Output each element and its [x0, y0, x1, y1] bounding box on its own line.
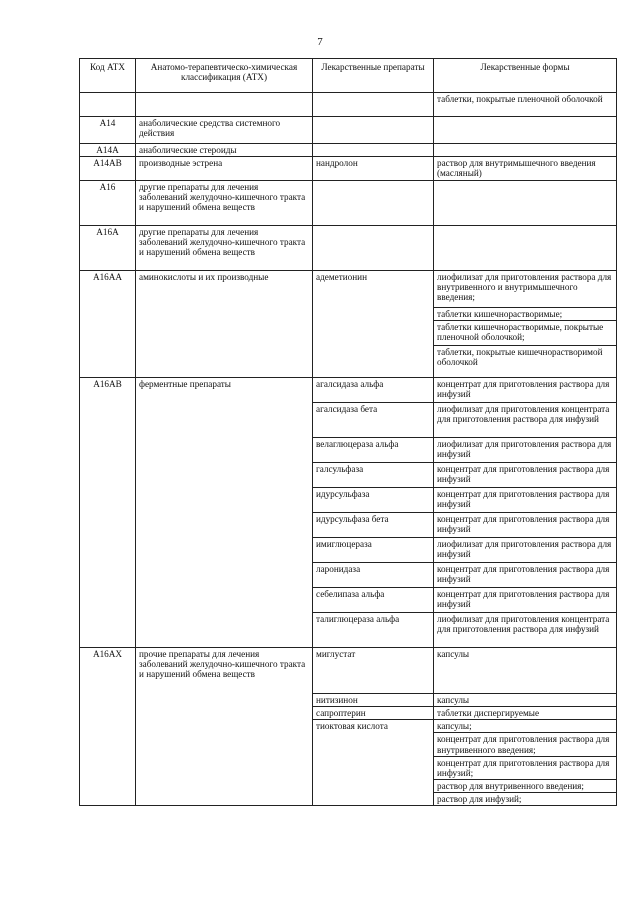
- dosage-form: лиофилизат для приготовления раствора для внутривенного и внутримышечного введения;: [437, 272, 612, 303]
- dosage-form: концентрат для приготовления раствора для инфузий: [434, 463, 617, 488]
- dosage-forms-cell: [434, 720, 617, 806]
- drug-name: миглустат: [313, 648, 434, 694]
- dosage-form: лиофилизат для приготовления концентрата для приготовления раствора для инфузий: [434, 613, 617, 648]
- atx-code: A16AX: [80, 648, 136, 806]
- dosage-form: капсулы: [434, 694, 617, 707]
- dosage-form: концентрат для приготовления раствора для инфузий: [434, 563, 617, 588]
- table-row: [80, 144, 617, 157]
- atx-code: A16AA: [80, 271, 136, 378]
- dosage-form: таблетки, покрытые кишечнорастворимой оболочкой: [434, 345, 616, 368]
- drug-name: [313, 144, 434, 157]
- drug-name: имиглюцераза: [313, 538, 434, 563]
- drug-name: ларонидаза: [313, 563, 434, 588]
- table-row: [80, 157, 617, 181]
- dosage-form: концентрат для приготовления раствора для инфузий: [434, 488, 617, 513]
- dosage-form: [434, 181, 617, 226]
- drug-name: идурсульфаза бета: [313, 513, 434, 538]
- atx-code: A14AB: [80, 157, 136, 181]
- table-row: [80, 93, 617, 117]
- drug-name: [313, 226, 434, 271]
- dosage-form: таблетки кишечнорастворимые, покрытые пленочной оболочкой;: [434, 320, 616, 345]
- atx-classification: ферментные препараты: [136, 378, 313, 648]
- atx-table: [79, 58, 617, 806]
- dosage-form: концентрат для приготовления раствора для инфузий: [434, 513, 617, 538]
- drug-name: [313, 181, 434, 226]
- dosage-form: концентрат для приготовления раствора для внутривенного введения;: [434, 732, 616, 755]
- drug-name: сапроптерин: [313, 707, 434, 720]
- header-forms: Лекарственные формы: [434, 59, 617, 93]
- dosage-form: раствор для внутримышечного введения (масляный): [434, 157, 617, 181]
- dosage-form: таблетки, покрытые пленочной оболочкой: [434, 93, 617, 117]
- atx-classification: [136, 93, 313, 117]
- page-number: 7: [317, 36, 323, 48]
- drug-name: тиоктовая кислота: [313, 720, 434, 806]
- atx-classification: производные эстрена: [136, 157, 313, 181]
- drug-name: себелипаза альфа: [313, 588, 434, 613]
- dosage-form: капсулы: [434, 648, 617, 694]
- atx-code: A16: [80, 181, 136, 226]
- drug-name: [313, 117, 434, 144]
- table-row: [80, 271, 617, 378]
- atx-classification: анаболические средства системного действия: [136, 117, 313, 144]
- drug-name: идурсульфаза: [313, 488, 434, 513]
- table-row: [80, 117, 617, 144]
- dosage-form: таблетки кишечнорастворимые;: [434, 307, 616, 320]
- drug-name: нандролон: [313, 157, 434, 181]
- atx-classification: другие препараты для лечения заболеваний желудочно-кишечного тракта и нарушений обмена веществ: [136, 181, 313, 226]
- drug-name: талиглюцераза альфа: [313, 613, 434, 648]
- dosage-form: лиофилизат для приготовления концентрата для приготовления раствора для инфузий: [434, 403, 617, 438]
- dosage-forms-cell: [434, 271, 617, 378]
- table-row: [80, 648, 617, 694]
- dosage-form: раствор для внутривенного введения;: [434, 779, 616, 792]
- drug-name: галсульфаза: [313, 463, 434, 488]
- atx-classification: другие препараты для лечения заболеваний желудочно-кишечного тракта и нарушений обмена веществ: [136, 226, 313, 271]
- dosage-form: концентрат для приготовления раствора для инфузий;: [434, 756, 616, 779]
- table-header-row: [80, 59, 617, 93]
- dosage-form: [434, 117, 617, 144]
- atx-classification: прочие препараты для лечения заболеваний желудочно-кишечного тракта и нарушений обмена веществ: [136, 648, 313, 806]
- header-code: Код АТХ: [80, 59, 136, 93]
- drug-name: нитизинон: [313, 694, 434, 707]
- drug-name: [313, 93, 434, 117]
- dosage-form: лиофилизат для приготовления раствора для инфузий: [434, 438, 617, 463]
- atx-classification: аминокислоты и их производные: [136, 271, 313, 378]
- atx-classification: анаболические стероиды: [136, 144, 313, 157]
- dosage-form: таблетки диспергируемые: [434, 707, 617, 720]
- atx-code: A14A: [80, 144, 136, 157]
- dosage-form: лиофилизат для приготовления раствора для инфузий: [434, 538, 617, 563]
- dosage-form: раствор для инфузий;: [434, 792, 616, 805]
- drug-name: агалсидаза бета: [313, 403, 434, 438]
- dosage-form: концентрат для приготовления раствора для инфузий: [434, 588, 617, 613]
- header-drugs: Лекарственные препараты: [313, 59, 434, 93]
- drug-name: адеметионин: [313, 271, 434, 378]
- table-row: [80, 378, 617, 403]
- atx-code: [80, 93, 136, 117]
- drug-name: велаглюцераза альфа: [313, 438, 434, 463]
- dosage-form: концентрат для приготовления раствора для инфузий: [434, 378, 617, 403]
- atx-code: A16A: [80, 226, 136, 271]
- table-row: [80, 226, 617, 271]
- dosage-form: [434, 226, 617, 271]
- dosage-form: [434, 144, 617, 157]
- dosage-form: капсулы;: [437, 721, 472, 732]
- drug-name: агалсидаза альфа: [313, 378, 434, 403]
- atx-code: A16AB: [80, 378, 136, 648]
- header-classification: Анатомо-терапевтическо-химическая классификация (АТХ): [136, 59, 313, 93]
- table-row: [80, 181, 617, 226]
- atx-code: A14: [80, 117, 136, 144]
